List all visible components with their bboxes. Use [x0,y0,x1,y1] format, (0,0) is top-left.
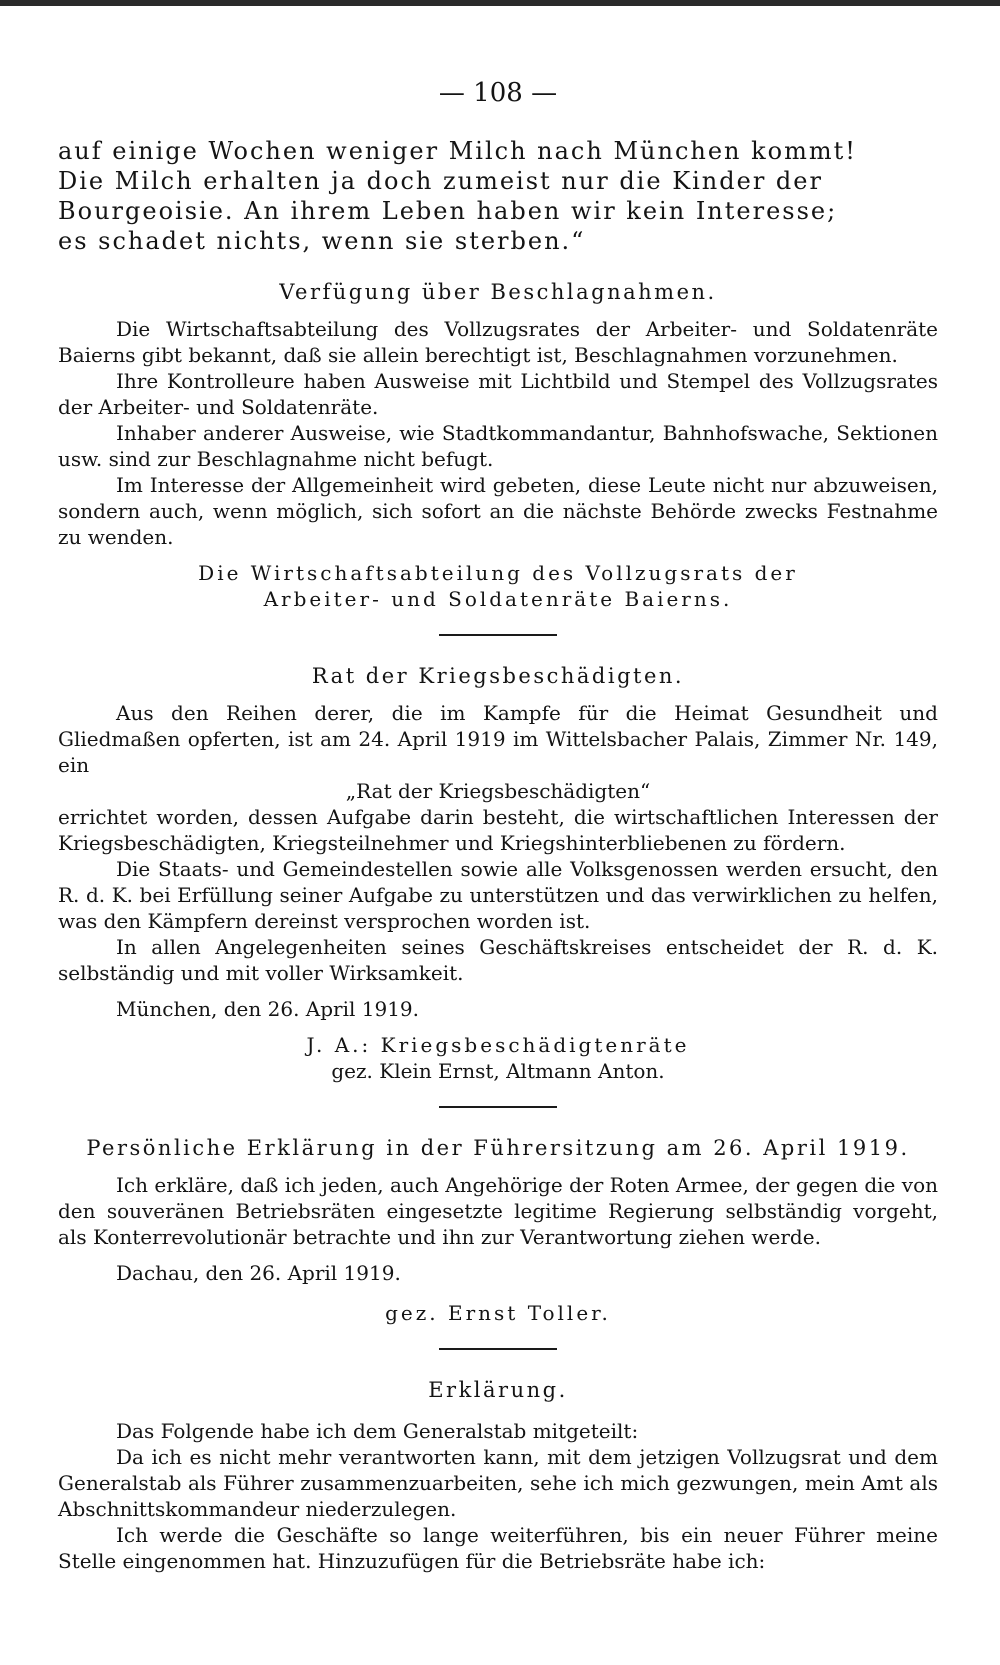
verfuegung-paragraph-4: Im Interesse der Allgemeinheit wird gebeten, diese Leute nicht nur abzuweisen, sondern auch, wenn möglich, sich sofort an die nächste Behörde zwecks Festnahme zu wenden. [58,473,938,549]
opening-paragraph [58,136,938,256]
heading-erklaerung: Erklärung. [428,1378,568,1402]
heading-persoenliche-erklaerung: Persönliche Erklärung in der Führersitzung am 26. April 1919. [86,1136,910,1160]
erklaerung-intro: Das Folgende habe ich dem Generalstab mitgeteilt: [116,1419,639,1443]
document-page [58,78,938,1574]
opening-line-2: Die Milch erhalten ja doch zumeist nur die Kinder der [58,167,823,195]
persoenlich-paragraph: Ich erkläre, daß ich jeden, auch Angehörige der Roten Armee, der gegen die von den souveränen Betriebsräten eingesetzte legitime Regierung selbständig vorgeht, als Konterrevolutionär betrachte und ihn zur Verantwortung ziehen werde. [58,1173,938,1249]
rat-paragraph-2: errichtet worden, dessen Aufgabe darin besteht, die wirtschaftlichen Interessen der Kriegsbeschädigten, Kriegsteilnehmer und Kriegshinterbliebenen zu fördern. [58,805,938,855]
rat-quoted-name: „Rat der Kriegsbeschädigten“ [345,779,651,803]
opening-line-4: es schadet nichts, wenn sie sterben.“ [58,227,586,255]
rat-paragraph-4: In allen Angelegenheiten seines Geschäftskreises entscheidet der R. d. K. selbständig und mit voller Wirksamkeit. [58,935,938,985]
rat-paragraph-1: Aus den Reihen derer, die im Kampfe für die Heimat Gesundheit und Gliedmaßen opferten, ist am 24. April 1919 im Wittelsbacher Palais, Zimmer Nr. 149, ein [58,701,938,777]
heading-rat: Rat der Kriegsbeschädigten. [311,664,685,688]
verfuegung-paragraph-3: Inhaber anderer Ausweise, wie Stadtkommandantur, Bahnhofswache, Sektionen usw. sind zur Beschlagnahme nicht befugt. [58,421,938,471]
verfuegung-signature-2: Arbeiter- und Soldatenräte Baierns. [263,587,733,611]
opening-line-3: Bourgeoisie. An ihrem Leben haben wir kein Interesse; [58,197,838,225]
verfuegung-signature-1: Die Wirtschaftsabteilung des Vollzugsrats der [198,561,798,585]
rat-signature-2: gez. Klein Ernst, Altmann Anton. [331,1059,665,1083]
persoenlich-date: Dachau, den 26. April 1919. [116,1261,401,1285]
rat-date: München, den 26. April 1919. [116,997,420,1021]
erklaerung-paragraph-1: Da ich es nicht mehr verantworten kann, mit dem jetzigen Vollzugsrat und dem Generalstab als Führer zusammenzuarbeiten, sehe ich mich gezwungen, mein Amt als Abschnittskommandeur niederzulegen. [58,1445,938,1521]
section-verfuegung [58,316,938,612]
rat-signature-1: J. A.: Kriegsbeschädigtenräte [306,1033,690,1057]
persoenlich-signature: gez. Ernst Toller. [385,1301,611,1325]
erklaerung-paragraph-2: Ich werde die Geschäfte so lange weiterführen, bis ein neuer Führer meine Stelle eingenommen hat. Hinzuzufügen für die Betriebsräte habe ich: [58,1523,938,1573]
section-divider-3 [439,1348,557,1350]
section-persoenliche-erklaerung [58,1172,938,1326]
page-number: — 108 — [438,78,558,108]
opening-line-1: auf einige Wochen weniger Milch nach München kommt! [58,137,857,165]
top-border-line [0,0,1000,6]
section-rat [58,700,938,1084]
section-divider-2 [439,1106,557,1108]
verfuegung-paragraph-1: Die Wirtschaftsabteilung des Vollzugsrates der Arbeiter- und Soldatenräte Baierns gibt bekannt, daß sie allein berechtigt ist, Beschlagnahmen vorzunehmen. [58,317,938,367]
rat-paragraph-3: Die Staats- und Gemeindestellen sowie alle Volksgenossen werden ersucht, den R. d. K. bei Erfüllung seiner Aufgabe zu unterstützen und das verwirklichen zu helfen, was den Kämpfern dereinst versprochen worden ist. [58,857,938,933]
section-divider-1 [439,634,557,636]
section-erklaerung [58,1418,938,1574]
heading-verfuegung: Verfügung über Beschlagnahmen. [279,280,717,304]
verfuegung-paragraph-2: Ihre Kontrolleure haben Ausweise mit Lichtbild und Stempel des Vollzugsrates der Arbeiter- und Soldatenräte. [58,369,938,419]
